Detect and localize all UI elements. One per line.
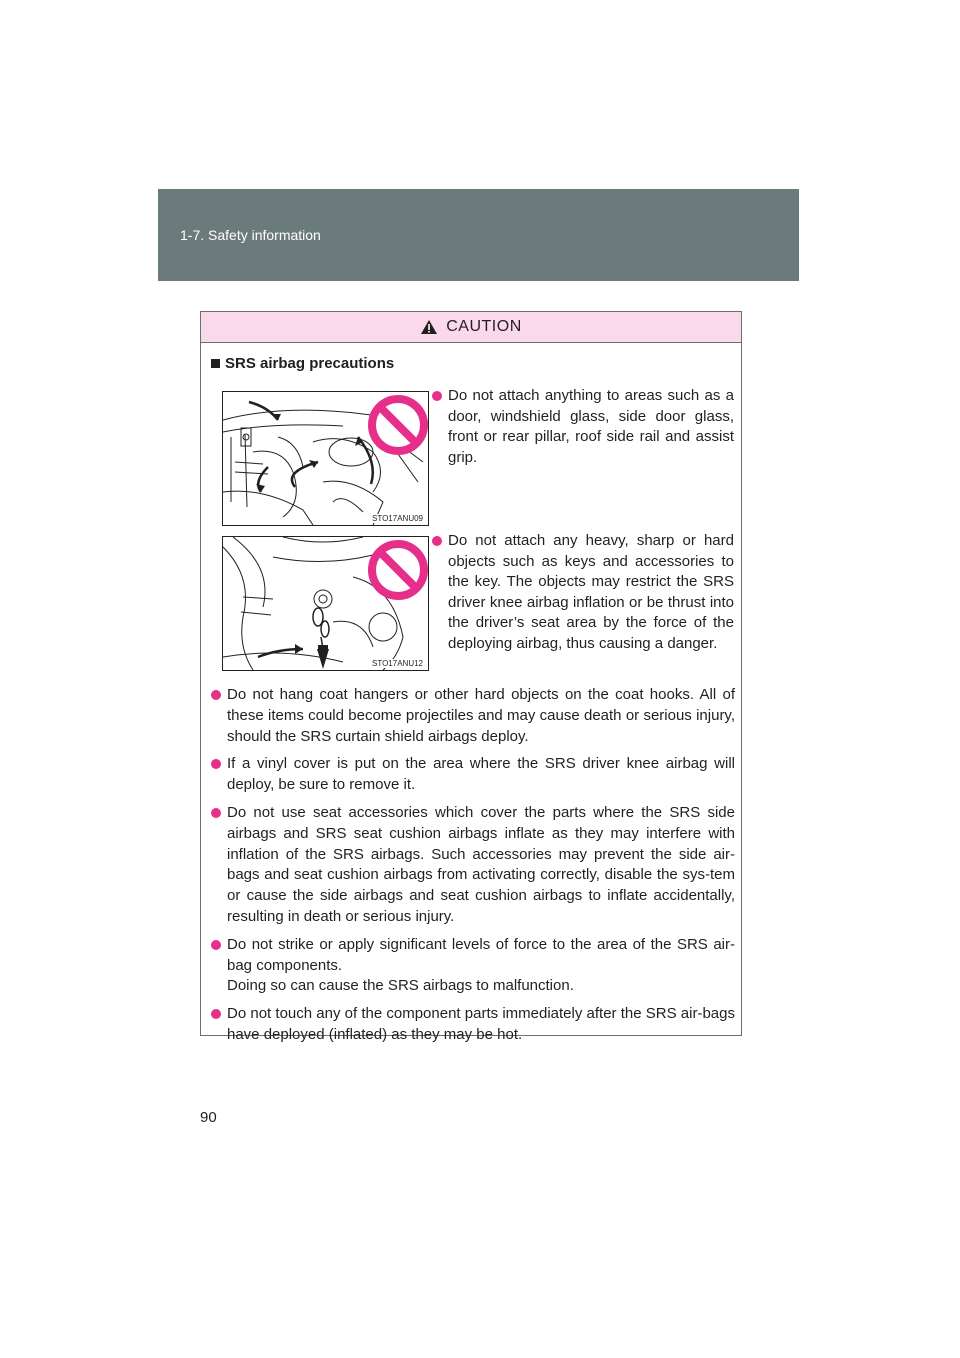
bullet-icon <box>211 808 221 818</box>
list-item-text: Do not attach anything to areas such as a door, windshield glass, side door glass, front or rear pillar, roof side rail and assist grip. <box>448 387 734 466</box>
prohibition-sign-icon <box>372 399 424 451</box>
section-heading-text: SRS airbag precautions <box>225 355 395 372</box>
section-title: 1-7. Safety information <box>180 227 321 243</box>
list-item-text: Do not touch any of the component parts immediately after the SRS air-bags have deployed (inflated) as they may be hot. <box>227 1005 735 1043</box>
list-item <box>211 935 735 997</box>
list-item <box>432 531 734 654</box>
section-header-band <box>158 189 799 281</box>
caution-title: CAUTION <box>446 318 522 335</box>
caution-box <box>200 311 742 1043</box>
list-item <box>211 754 735 796</box>
list-item <box>211 1004 735 1046</box>
list-item <box>432 386 734 468</box>
list-item-text: Do not hang coat hangers or other hard objects on the coat hooks. All of these items could become projectiles and may cause death or serious injury, should the SRS curtain shield airbags deploy. <box>227 686 735 745</box>
list-item <box>211 803 735 928</box>
square-bullet-icon <box>211 359 220 368</box>
interior-drawing <box>223 392 428 525</box>
illustration-key-objects <box>222 536 429 671</box>
knee-area-drawing <box>223 537 428 670</box>
list-item-text: If a vinyl cover is put on the area where the SRS driver knee airbag will deploy, be sure to remove it. <box>227 755 735 794</box>
bullet-icon <box>432 536 442 546</box>
bullet-icon <box>211 940 221 950</box>
caution-header <box>201 312 741 343</box>
illustration-interior-pillars <box>222 391 429 526</box>
prohibition-sign-icon <box>372 544 424 596</box>
bullet-icon <box>211 690 221 700</box>
list-item-text-continued: Doing so can cause the SRS airbags to malfunction. <box>227 977 574 995</box>
page-number: 90 <box>200 1109 217 1126</box>
illustration-code: STO17ANU12 <box>372 659 423 668</box>
caution-list <box>211 685 735 1053</box>
list-item-text: Do not use seat accessories which cover the parts where the SRS side airbags and SRS seat cushion airbags inflate as they may interfere with inflation of the SRS airbags. Such accessories may prevent the side air-bags and seat cushion airbags from activating correctly, disable the sys-tem or cause the side airbags and seat cushion airbags to inflate accidentally, resulting in death or serious injury. <box>227 803 735 925</box>
list-item-text: Do not attach any heavy, sharp or hard objects such as keys and accessories to the key. The objects may restrict the SRS driver knee airbag inflation or be thrust into the driver’s seat area by the force of the deploying airbag, thus causing a danger. <box>448 532 734 652</box>
list-item <box>211 685 735 747</box>
illustration-code: STO17ANU09 <box>372 514 423 523</box>
bullet-icon <box>432 391 442 401</box>
list-item-text: Do not strike or apply significant levels of force to the area of the SRS air-bag components. <box>227 935 735 974</box>
warning-triangle-icon <box>420 319 438 335</box>
section-heading <box>211 355 394 372</box>
